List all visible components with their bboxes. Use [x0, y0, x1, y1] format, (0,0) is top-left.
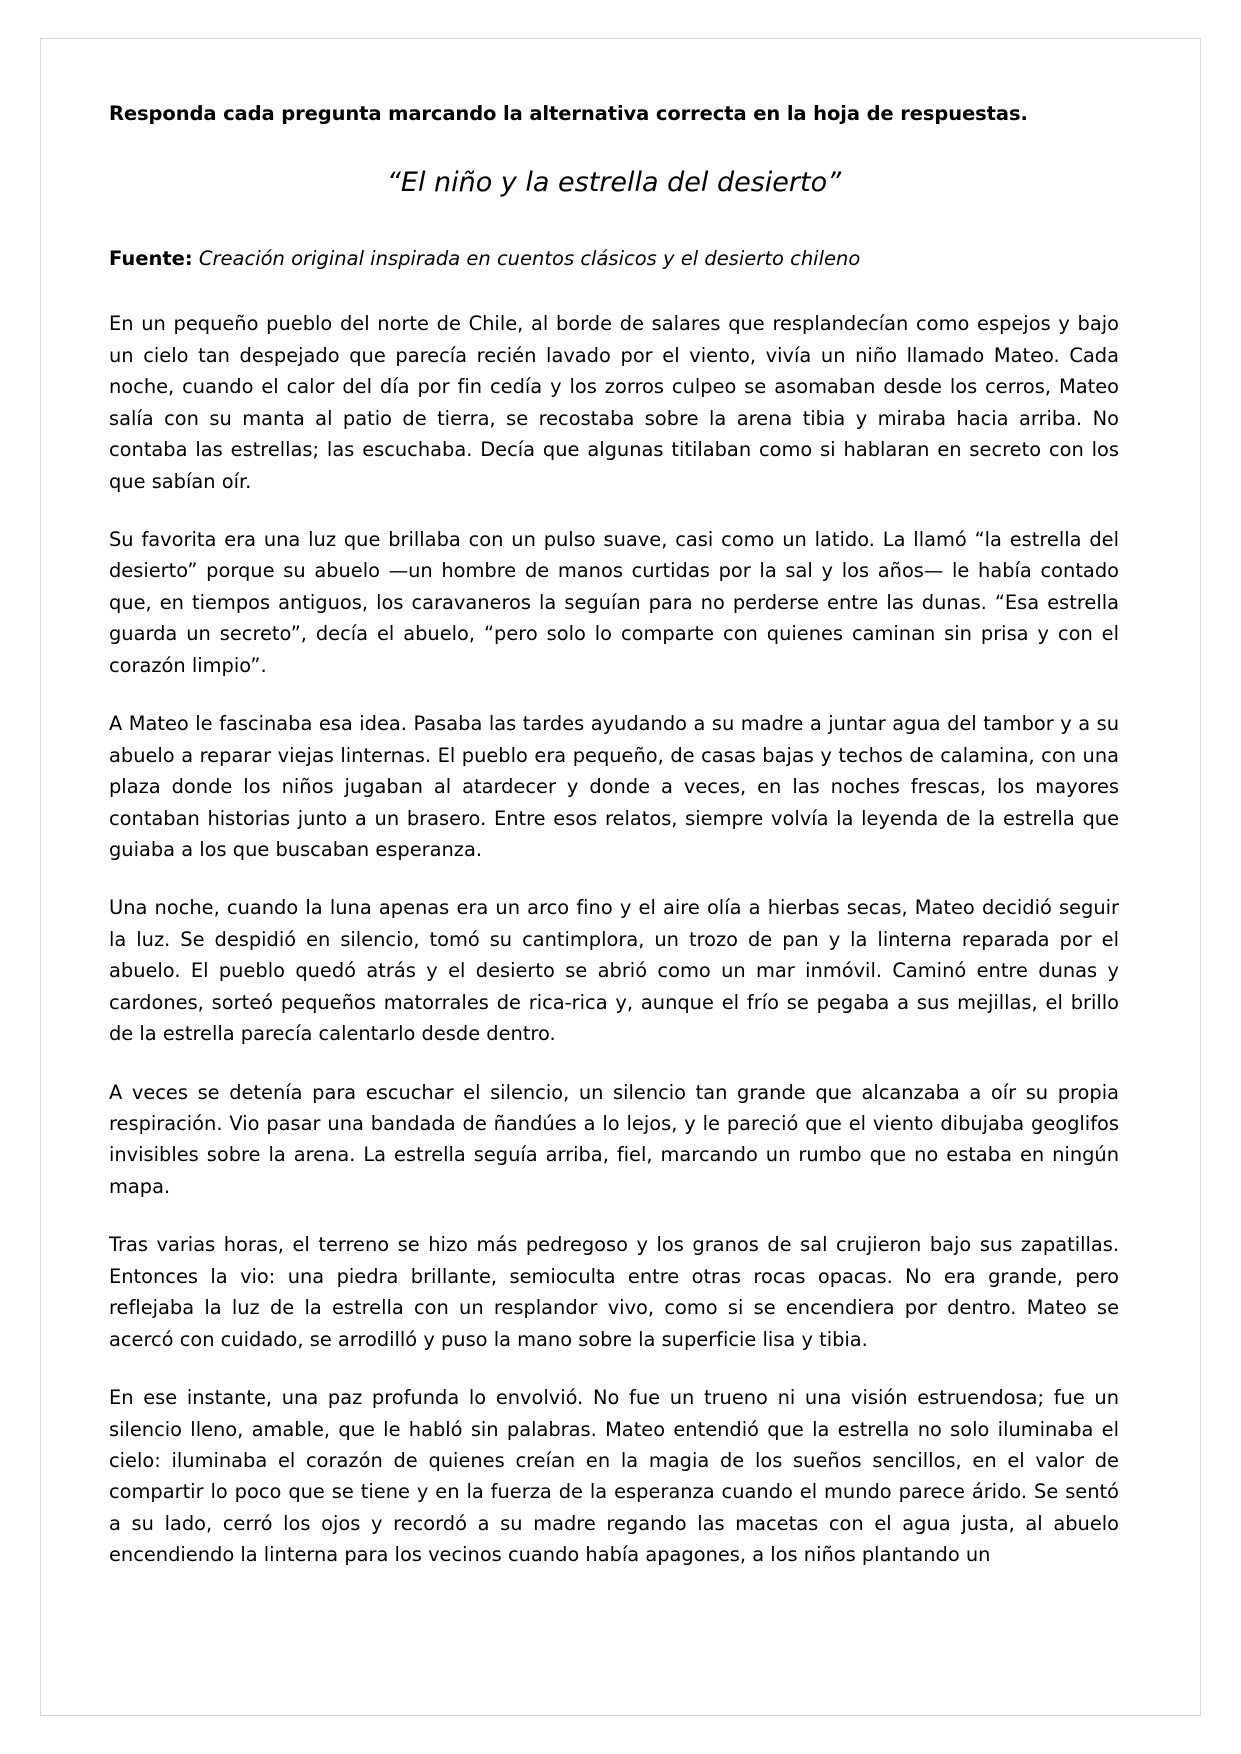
page-title: “El niño y la estrella del desierto” [386, 167, 842, 199]
source-text: Creación original inspirada en cuentos clásicos y el desierto chileno [198, 247, 861, 271]
paragraph: En un pequeño pueblo del norte de Chile, al borde de salares que resplandecían como espejos y bajo un cielo tan despejado que parecía recién lavado por el viento, vivía un niño llamado Mateo. Cada noche, cuando el calor del día por fin cedía y los zorros culpeo se asomaban desde los cerros, Mateo salía con su manta al patio de tierra, se recostaba sobre la arena tibia y miraba hacia arriba. No contaba las estrellas; las escuchaba. Decía que algunas titilaban como si hablaran en secreto con los que sabían oír. [109, 312, 1119, 493]
source-label: Fuente: [109, 247, 193, 271]
paragraph: Tras varias horas, el terreno se hizo más pedregoso y los granos de sal crujieron bajo sus zapatillas. Entonces la vio: una piedra brillante, semioculta entre otras rocas opacas. No era grande, pero reflejaba la luz de la estrella con un resplandor vivo, como si se encendiera por dentro. Mateo se acercó con cuidado, se arrodilló y puso la mano sobre la superficie lisa y tibia. [109, 1233, 1119, 1351]
paragraph: En ese instante, una paz profunda lo envolvió. No fue un trueno ni una visión estruendosa; fue un silencio lleno, amable, que le habló sin palabras. Mateo entendió que la estrella no solo iluminaba el cielo: iluminaba el corazón de quienes creían en la magia de los sueños sencillos, en el valor de compartir lo poco que se tiene y en la fuerza de la esperanza cuando el mundo parece árido. Se sentó a su lado, cerró los ojos y recordó a su madre regando las macetas con el agua justa, al abuelo encendiendo la linterna para los vecinos cuando había apagones, a los niños plantando un [109, 1386, 1119, 1567]
paragraph: Una noche, cuando la luna apenas era un arco fino y el aire olía a hierbas secas, Mateo decidió seguir la luz. Se despidió en silencio, tomó su cantimplora, un trozo de pan y la linterna reparada por el abuelo. El pueblo quedó atrás y el desierto se abrió como un mar inmóvil. Caminó entre dunas y cardones, sorteó pequeños matorrales de rica-rica y, aunque el frío se pegaba a sus mejillas, el brillo de la estrella parecía calentarlo desde dentro. [109, 896, 1119, 1046]
paragraph: A Mateo le fascinaba esa idea. Pasaba las tardes ayudando a su madre a juntar agua del tambor y a su abuelo a reparar viejas linternas. El pueblo era pequeño, de casas bajas y techos de calamina, con una plaza donde los niños jugaban al atardecer y donde a veces, en las noches frescas, los mayores contaban historias junto a un brasero. Entre esos relatos, siempre volvía la leyenda de la estrella que guiaba a los que buscaban esperanza. [109, 712, 1119, 861]
instruction-text: Responda cada pregunta marcando la alternativa correcta en la hoja de respuestas. [109, 102, 1028, 125]
paragraph: A veces se detenía para escuchar el silencio, un silencio tan grande que alcanzaba a oír su propia respiración. Vio pasar una bandada de ñandúes a lo lejos, y le pareció que el viento dibujaba geoglifos invisibles sobre la arena. La estrella seguía arriba, fiel, marcando un rumbo que no estaba en ningún mapa. [109, 1080, 1119, 1198]
page-sheet [40, 38, 1201, 1716]
source-line [109, 246, 1119, 272]
paragraph: Su favorita era una luz que brillaba con un pulso suave, casi como un latido. La llamó “la estrella del desierto” porque su abuelo —un hombre de manos curtidas por la sal y los años— le había contado que, en tiempos antiguos, los caravaneros la seguían para no perderse entre las dunas. “Esa estrella guarda un secreto”, decía el abuelo, “pero solo lo comparte con quienes caminan sin prisa y con el corazón limpio”. [109, 528, 1119, 677]
document-content [109, 101, 1119, 1571]
